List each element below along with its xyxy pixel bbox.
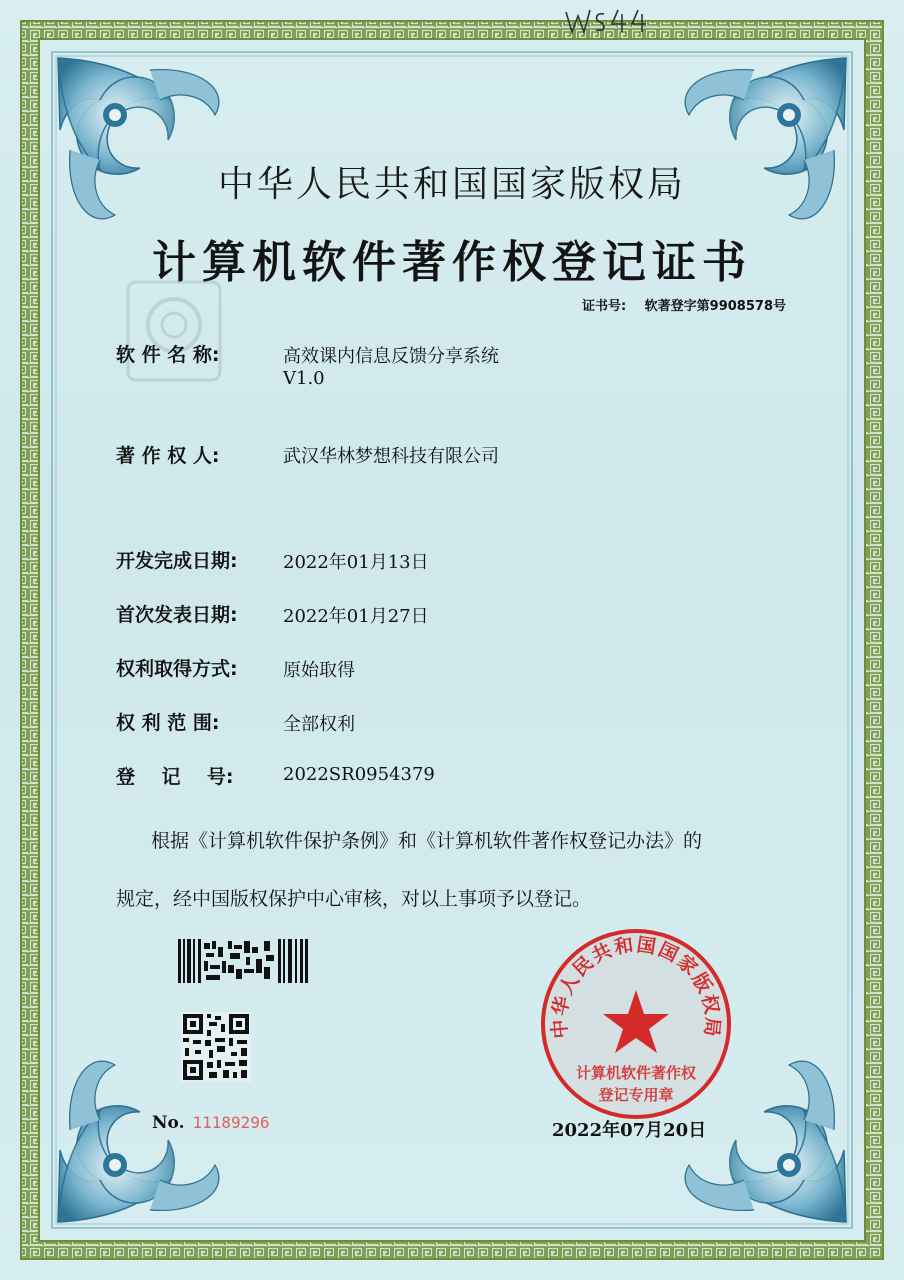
issuing-authority: 中华人民共和国国家版权局 [217, 164, 686, 205]
statement-line-2: 规定，经中国版权保护中心审核，对以上事项予以登记。 [116, 888, 592, 910]
certificate-number [582, 295, 786, 314]
seal-line-1: 计算机软件著作权 [575, 1064, 696, 1082]
seal-ring-text: 中华人民共和国国家版权局 [548, 933, 724, 1040]
qr-code [181, 1012, 251, 1082]
serial-number [152, 1113, 270, 1133]
rights-scope-value: 全部权利 [283, 714, 355, 735]
rights-scope-label: 权 利 范 围: [116, 712, 220, 734]
software-name-label: 软 件 名 称: [116, 344, 220, 366]
completion-date-value: 2022年01月13日 [283, 552, 429, 573]
software-version-value: V1.0 [283, 368, 325, 389]
completion-date-label: 开发完成日期: [116, 550, 238, 572]
statement-line-1: 根据《计算机软件保护条例》和《计算机软件著作权登记办法》的 [151, 830, 703, 852]
acquisition-method-value: 原始取得 [283, 660, 355, 681]
copyright-owner-label: 著 作 权 人: [116, 445, 220, 467]
acquisition-method-label: 权利取得方式: [116, 658, 238, 680]
serial-number-label: No. [152, 1113, 185, 1133]
registration-number-value: 2022SR0954379 [283, 764, 435, 785]
software-name-value: 高效课内信息反馈分享系统 [283, 346, 499, 367]
certificate-number-label: 证书号: [581, 299, 627, 314]
registration-number-label: 登 记 号: [116, 766, 234, 788]
handwritten-note [560, 6, 650, 36]
certificate-title: 计算机软件著作权登记证书 [152, 237, 752, 288]
publication-date-label: 首次发表日期: [116, 604, 238, 626]
publication-date-value: 2022年01月27日 [283, 606, 429, 627]
serial-number-value: 11189296 [192, 1113, 270, 1132]
certificate-number-value: 软著登字第9908578号 [644, 299, 786, 314]
seal-line-2: 登记专用章 [598, 1086, 674, 1104]
issue-date: 2022年07月20日 [552, 1120, 707, 1141]
barcode [178, 939, 308, 983]
copyright-owner-value: 武汉华林梦想科技有限公司 [283, 446, 499, 467]
